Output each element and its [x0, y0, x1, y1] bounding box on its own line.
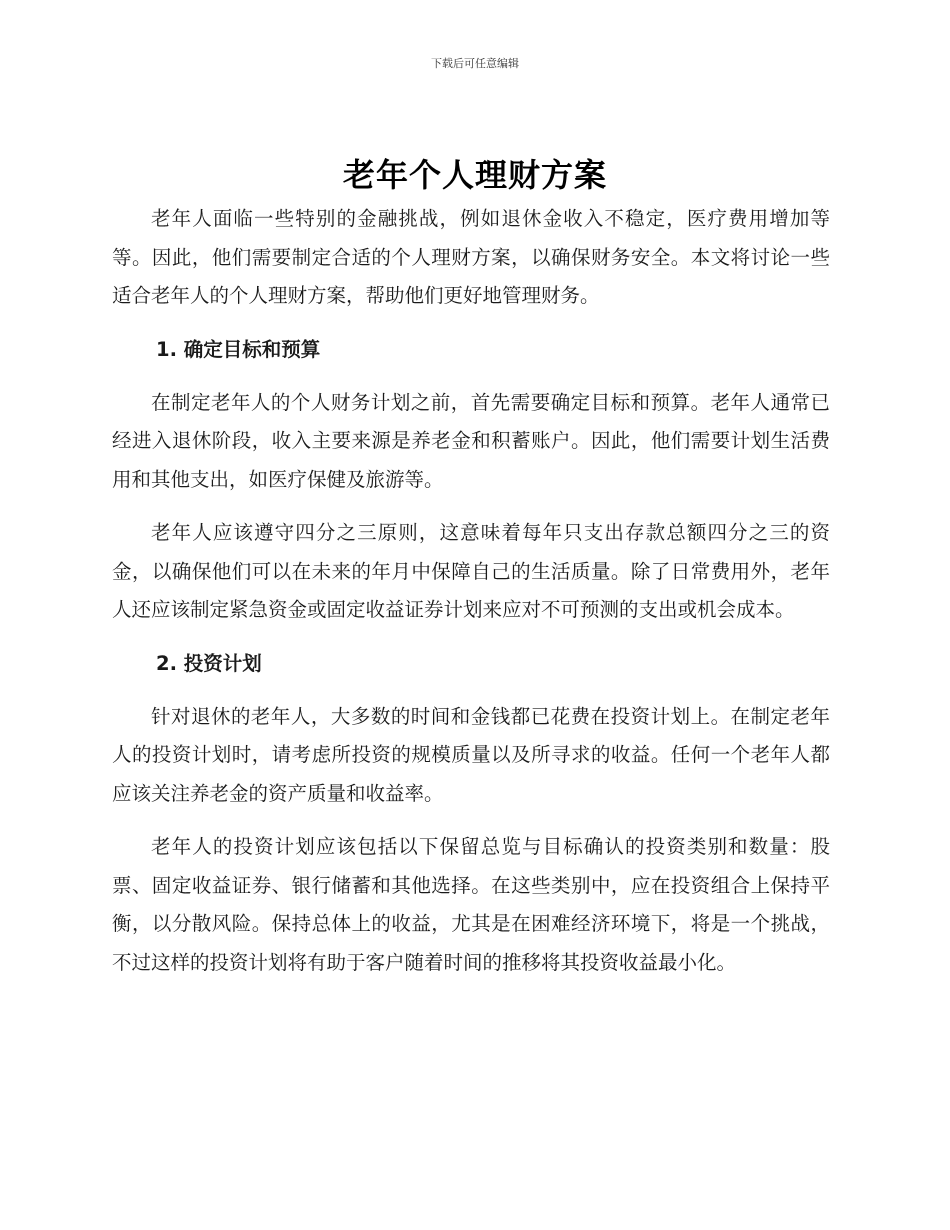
section-1-paragraph-2: 老年人应该遵守四分之三原则，这意味着每年只支出存款总额四分之三的资金，以确保他们可以在未来的年月中保障自己的生活质量。除了日常费用外，老年人还应该制定紧急资金或固定收益证券计划来应对不可预测的支出或机会成本。 — [112, 521, 830, 621]
intro-paragraph: 老年人面临一些特别的金融挑战，例如退休金收入不稳定，医疗费用增加等等。因此，他们需要制定合适的个人理财方案，以确保财务安全。本文将讨论一些适合老年人的个人理财方案，帮助他们更好地管理财务。 — [112, 207, 830, 307]
section-1-paragraph-1: 在制定老年人的个人财务计划之前，首先需要确定目标和预算。老年人通常已经进入退休阶段，收入主要来源是养老金和积蓄账户。因此，他们需要计划生活费用和其他支出，如医疗保健及旅游等。 — [112, 390, 830, 491]
page-title: 老年个人理财方案 — [342, 156, 607, 194]
section-2-paragraph-2: 老年人的投资计划应该包括以下保留总览与目标确认的投资类别和数量：股票、固定收益证券、银行储蓄和其他选择。在这些类别中，应在投资组合上保持平衡，以分散风险。保持总体上的收益，尤其是在困难经济环境下，将是一个挑战，不过这样的投资计划将有助于客户随着时间的推移将其投资收益最小化。 — [112, 835, 830, 974]
section-heading-1: 1. 确定目标和预算 — [156, 337, 321, 361]
section-2-paragraph-1: 针对退休的老年人，大多数的时间和金钱都已花费在投资计划上。在制定老年人的投资计划时，请考虑所投资的规模质量以及所寻求的收益。任何一个老年人都应该关注养老金的资产质量和收益率。 — [112, 704, 830, 805]
section-heading-2: 2. 投资计划 — [156, 651, 262, 675]
document-body — [112, 200, 830, 997]
header-note: 下载后可任意编辑 — [431, 57, 519, 70]
